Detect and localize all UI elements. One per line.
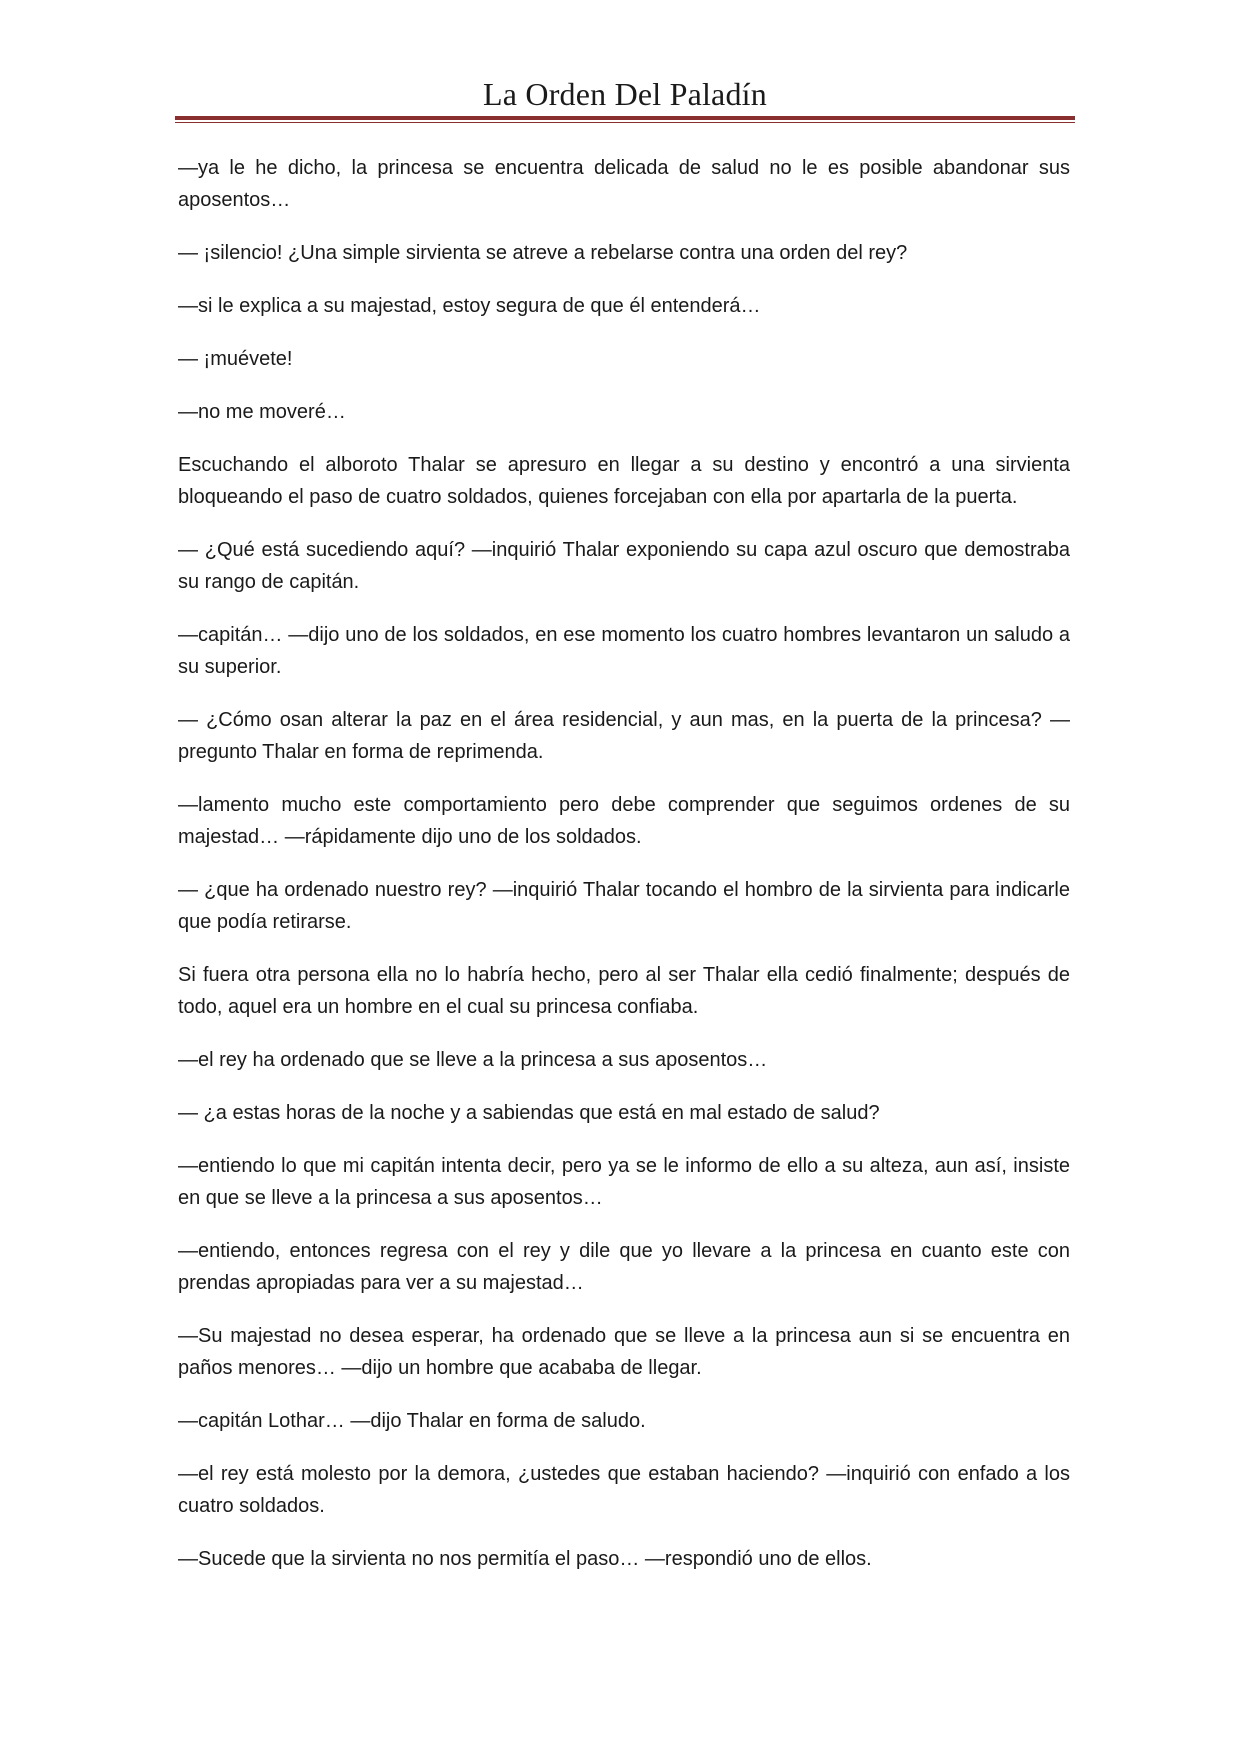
paragraph: —capitán… —dijo uno de los soldados, en ese momento los cuatro hombres levantaron un saludo a su superior. xyxy=(178,624,1070,678)
header-rule xyxy=(175,116,1075,124)
paragraph: — ¿que ha ordenado nuestro rey? —inquirió Thalar tocando el hombro de la sirvienta para indicarle que podía retirarse. xyxy=(178,879,1070,933)
paragraph: —el rey está molesto por la demora, ¿ustedes que estaban haciendo? —inquirió con enfado a los cuatro soldados. xyxy=(178,1463,1070,1517)
paragraph: —lamento mucho este comportamiento pero debe comprender que seguimos ordenes de su majestad… —rápidamente dijo uno de los soldados. xyxy=(178,794,1070,848)
paragraph: —no me moveré… xyxy=(178,401,346,423)
paragraph: —si le explica a su majestad, estoy segura de que él entenderá… xyxy=(178,295,761,317)
page-title: La Orden Del Paladín xyxy=(483,76,767,112)
paragraph: —entiendo, entonces regresa con el rey y dile que yo llevare a la princesa en cuanto este con prendas apropiadas para ver a su majestad… xyxy=(178,1240,1070,1294)
paragraph: Escuchando el alboroto Thalar se apresuro en llegar a su destino y encontró a una sirvienta bloqueando el paso de cuatro soldados, quienes forcejaban con ella por apartarla de la puerta. xyxy=(178,454,1070,508)
paragraph: — ¿a estas horas de la noche y a sabiendas que está en mal estado de salud? xyxy=(178,1102,880,1124)
paragraph: —Su majestad no desea esperar, ha ordenado que se lleve a la princesa aun si se encuentra en paños menores… —dijo un hombre que acababa de llegar. xyxy=(178,1325,1070,1379)
paragraph: —Sucede que la sirvienta no nos permitía el paso… —respondió uno de ellos. xyxy=(178,1548,872,1570)
paragraph: — ¿Cómo osan alterar la paz en el área residencial, y aun mas, en la puerta de la princesa? —pregunto Thalar en forma de reprimenda. xyxy=(178,709,1070,763)
paragraph: —entiendo lo que mi capitán intenta decir, pero ya se le informo de ello a su alteza, aun así, insiste en que se lleve a la princesa a sus aposentos… xyxy=(178,1155,1070,1209)
paragraph: —capitán Lothar… —dijo Thalar en forma de saludo. xyxy=(178,1410,646,1432)
paragraph: —ya le he dicho, la princesa se encuentra delicada de salud no le es posible abandonar sus aposentos… xyxy=(178,157,1070,211)
header-rule-thin xyxy=(175,122,1075,123)
paragraph: Si fuera otra persona ella no lo habría hecho, pero al ser Thalar ella cedió finalmente; después de todo, aquel era un hombre en el cual su princesa confiaba. xyxy=(178,964,1070,1018)
header-rule-thick xyxy=(175,116,1075,120)
body-text xyxy=(178,152,1070,1596)
paragraph: — ¡silencio! ¿Una simple sirvienta se atreve a rebelarse contra una orden del rey? xyxy=(178,242,908,264)
paragraph: — ¿Qué está sucediendo aquí? —inquirió Thalar exponiendo su capa azul oscuro que demostraba su rango de capitán. xyxy=(178,539,1070,593)
paragraph: — ¡muévete! xyxy=(178,348,293,370)
page-header xyxy=(175,60,1075,110)
paragraph: —el rey ha ordenado que se lleve a la princesa a sus aposentos… xyxy=(178,1049,768,1071)
